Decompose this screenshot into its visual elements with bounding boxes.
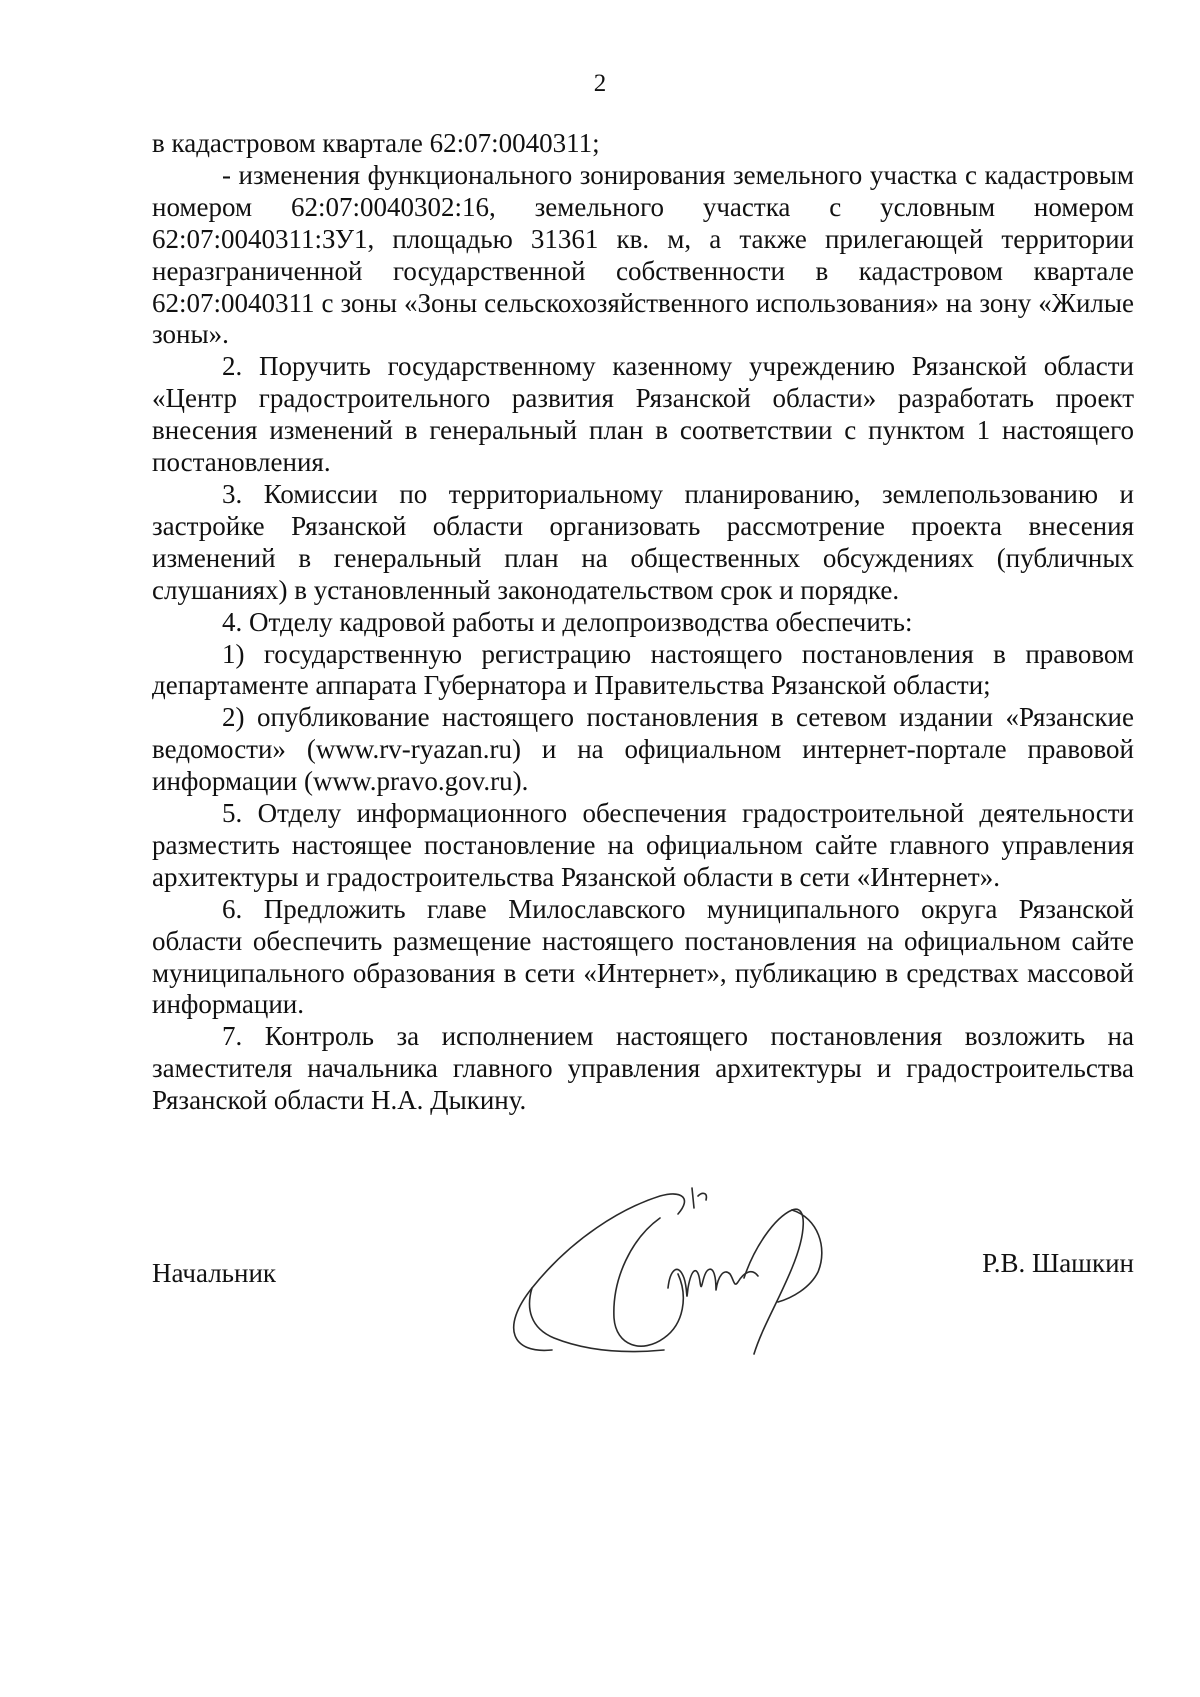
- paragraph-cadastral-quarter: в кадастровом квартале 62:07:0040311;: [152, 128, 600, 158]
- paragraph-item-2: 2. Поручить государственному казенному учреждению Рязанской области «Центр градостроительного развития Рязанской области» разработать проект внесения изменений в генеральный план в соответствии с пунктом 1 настоящего постановления.: [152, 351, 1134, 478]
- paragraph-zoning-change: - изменения функционального зонирования земельного участка с кадастровым номером 62:07:0040302:16, земельного участка с условным номером 62:07:0040311:ЗУ1, площадью 31361 кв. м, а также прилегающей территории неразграниченной государственной собственности в кадастровом квартале 62:07:0040311 с зоны «Зоны сельскохозяйственного использования» на зону «Жилые зоны».: [152, 159, 1134, 350]
- paragraph-item-7: 7. Контроль за исполнением настоящего постановления возложить на заместителя начальника главного управления архитектуры и градостроительства Рязанской области Н.А. Дыкину.: [152, 1021, 1134, 1116]
- page-number: 2: [593, 70, 607, 97]
- paragraph-item-4-1: 1) государственную регистрацию настоящего постановления в правовом департаменте аппарата Губернатора и Правительства Рязанской области;: [152, 638, 1134, 701]
- signer-name: Р.В. Шашкин: [982, 1248, 1134, 1278]
- document-body: [152, 128, 1134, 1117]
- signer-position: Начальник: [152, 1258, 277, 1288]
- paragraph-item-4-2: 2) опубликование настоящего постановления в сетевом издании «Рязанские ведомости» (www.rv-ryazan.ru) и на официальном интернет-портале правовой информации (www.pravo.gov.ru).: [152, 702, 1134, 797]
- paragraph-item-5: 5. Отделу информационного обеспечения градостроительной деятельности разместить настоящее постановление на официальном сайте главного управления архитектуры и градостроительства Рязанской области в сети «Интернет».: [152, 798, 1134, 892]
- handwritten-signature: [492, 1178, 832, 1368]
- paragraph-item-6: 6. Предложить главе Милославского муниципального округа Рязанской области обеспечить размещение настоящего постановления на официальном сайте муниципального образования в сети «Интернет», публикацию в средствах массовой информации.: [152, 893, 1134, 1020]
- paragraph-item-3: 3. Комиссии по территориальному планированию, землепользованию и застройке Рязанской области организовать рассмотрение проекта внесения изменений в генеральный план на общественных обсуждениях (публичных слушаниях) в установленный законодательством срок и порядке.: [152, 478, 1134, 605]
- signature-block: [152, 1248, 1134, 1368]
- paragraph-item-4: 4. Отделу кадровой работы и делопроизводства обеспечить:: [222, 606, 913, 637]
